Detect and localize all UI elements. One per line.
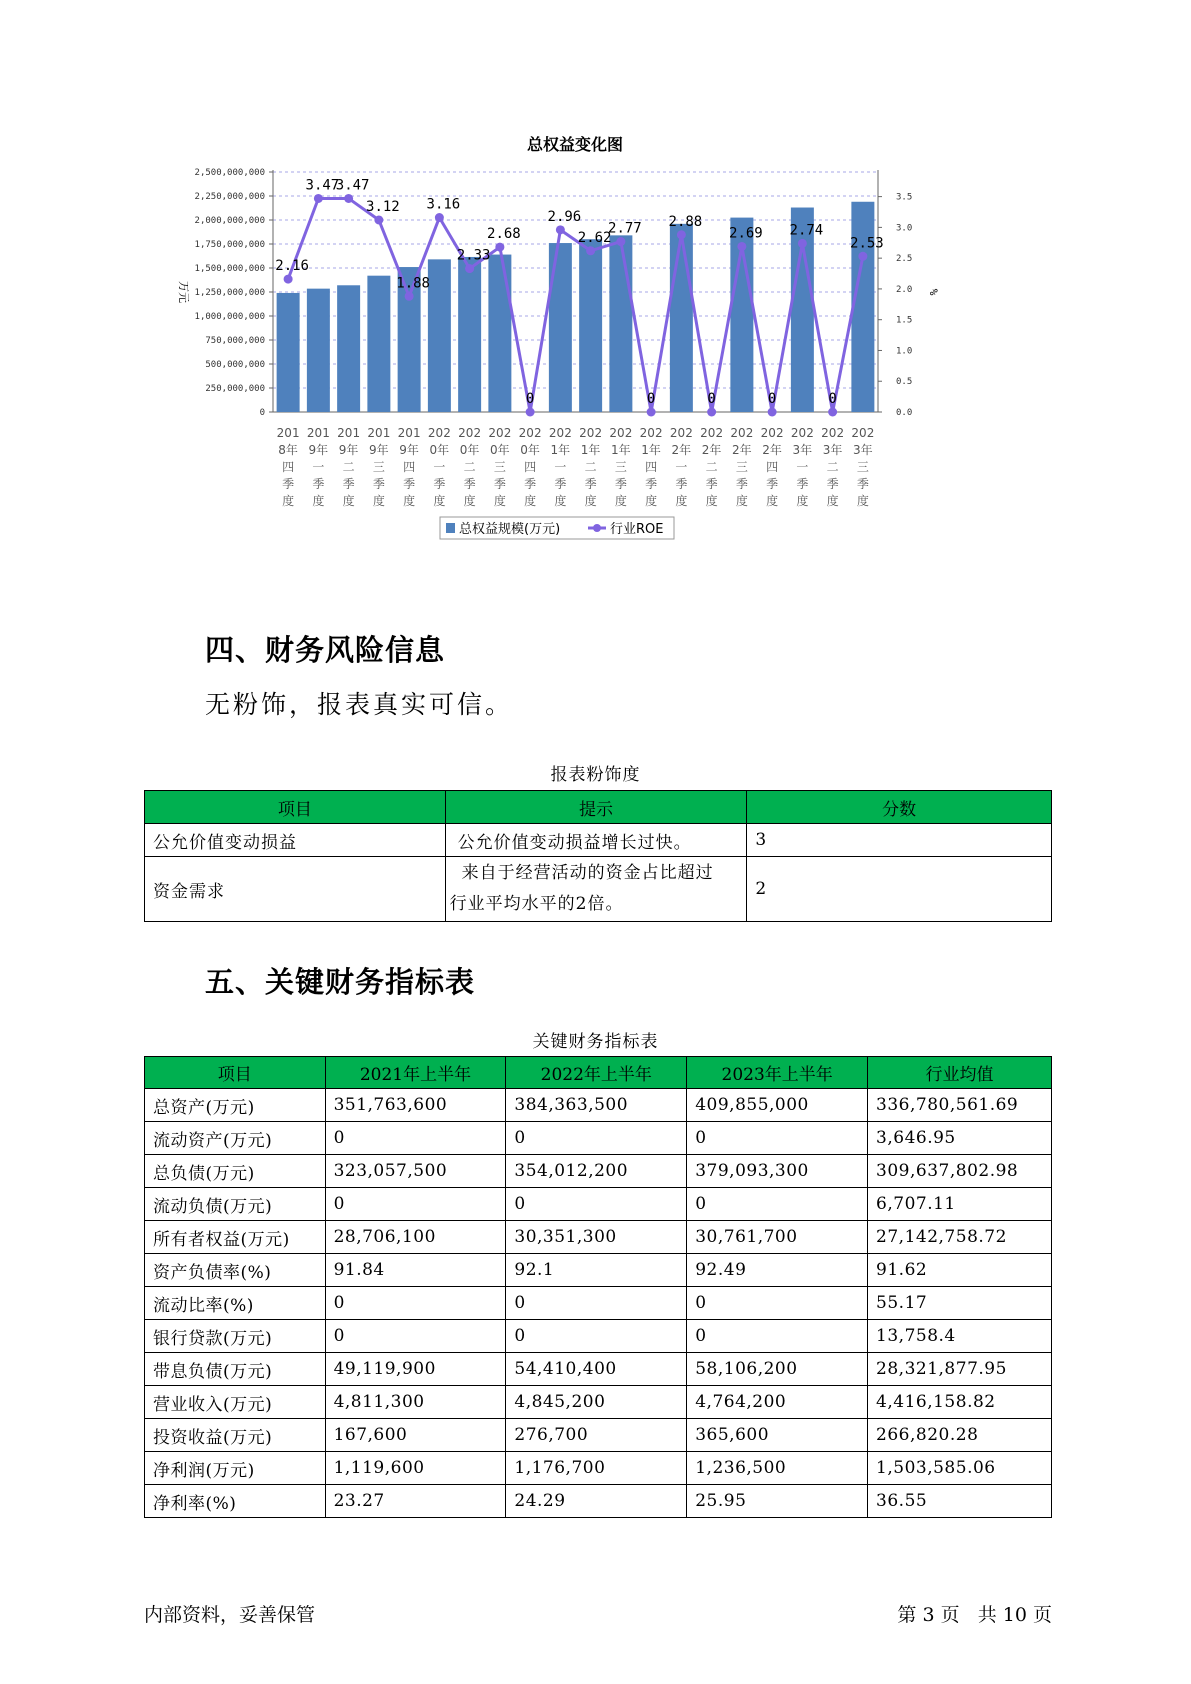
x-tick-label: 202 xyxy=(518,426,542,440)
x-tick-label: 201 xyxy=(276,426,300,440)
x-tick-label: 202 xyxy=(458,426,482,440)
y2-tick-label: 2.0 xyxy=(896,284,913,295)
value-cell: 13,758.4 xyxy=(868,1320,1052,1353)
y2-tick-label: 3.5 xyxy=(896,192,913,203)
row-label-cell: 投资收益(万元) xyxy=(145,1419,326,1452)
x-tick-label: 202 xyxy=(790,426,814,440)
header-cell: 提示 xyxy=(445,791,747,824)
roe-point xyxy=(405,292,414,301)
roe-point xyxy=(495,243,504,252)
roe-point xyxy=(344,194,353,203)
header-cell: 2022年上半年 xyxy=(506,1057,687,1089)
x-tick-label: 201 xyxy=(397,426,421,440)
x-tick-label: 2年 xyxy=(762,443,782,457)
value-cell: 4,845,200 xyxy=(506,1386,687,1419)
row-label-cell: 流动资产(万元) xyxy=(145,1122,326,1155)
roe-data-label: 0 xyxy=(767,391,777,407)
x-tick-label: 2年 xyxy=(732,443,752,457)
value-cell: 4,764,200 xyxy=(687,1386,868,1419)
bar xyxy=(277,293,300,412)
value-cell: 0 xyxy=(687,1320,868,1353)
value-cell: 4,416,158.82 xyxy=(868,1386,1052,1419)
x-tick-label: 季 xyxy=(312,477,325,491)
value-cell: 0 xyxy=(325,1188,506,1221)
roe-data-label: 1.88 xyxy=(396,275,430,292)
x-tick-label: 0年 xyxy=(459,443,480,457)
y-tick-label: 1,000,000,000 xyxy=(194,312,265,322)
y-tick-label: 1,250,000,000 xyxy=(194,288,265,298)
bar xyxy=(367,276,390,412)
x-tick-label: 1年 xyxy=(550,443,571,457)
value-cell: 30,761,700 xyxy=(687,1221,868,1254)
roe-point xyxy=(465,264,474,273)
x-tick-label: 3年 xyxy=(792,443,813,457)
x-tick-label: 三 xyxy=(856,460,869,474)
value-cell: 266,820.28 xyxy=(868,1419,1052,1452)
table-header-row xyxy=(145,791,1052,824)
table-row xyxy=(145,1155,1052,1188)
x-tick-label: 201 xyxy=(306,426,330,440)
roe-point xyxy=(616,237,625,246)
x-tick-label: 二 xyxy=(826,460,839,474)
y-tick-label: 2,500,000,000 xyxy=(194,168,265,178)
roe-data-label: 3.47 xyxy=(335,177,370,194)
value-cell: 0 xyxy=(687,1188,868,1221)
value-cell: 58,106,200 xyxy=(687,1353,868,1386)
x-tick-label: 季 xyxy=(766,477,779,491)
value-cell: 91.62 xyxy=(868,1254,1052,1287)
value-cell: 351,763,600 xyxy=(325,1089,506,1122)
x-tick-label: 一 xyxy=(312,460,325,474)
value-cell: 323,057,500 xyxy=(325,1155,506,1188)
roe-point xyxy=(284,275,293,284)
x-tick-label: 9年 xyxy=(338,443,359,457)
header-cell: 分数 xyxy=(747,791,1052,824)
roe-data-label: 0 xyxy=(525,391,535,407)
table-row xyxy=(145,1254,1052,1287)
x-tick-label: 季 xyxy=(856,477,869,491)
roe-data-label: 2.62 xyxy=(577,229,612,246)
x-tick-label: 度 xyxy=(372,494,385,508)
total-suffix: 页 xyxy=(1032,1604,1052,1626)
y2-tick-label: 0.5 xyxy=(896,377,913,388)
roe-data-label: 2.68 xyxy=(487,226,521,243)
x-tick-label: 201 xyxy=(367,426,391,440)
x-tick-label: 度 xyxy=(493,494,506,508)
bar xyxy=(851,202,874,412)
value-cell: 30,351,300 xyxy=(506,1221,687,1254)
roe-data-label: 2.74 xyxy=(789,222,824,239)
value-cell: 0 xyxy=(506,1287,687,1320)
bar xyxy=(307,289,330,412)
roe-data-label: 3.16 xyxy=(426,196,461,213)
roe-point xyxy=(707,408,716,417)
roe-data-label: 0 xyxy=(828,391,837,407)
header-cell: 项目 xyxy=(145,1057,326,1089)
value-cell: 167,600 xyxy=(325,1419,506,1452)
value-cell: 0 xyxy=(687,1122,868,1155)
value-cell: 276,700 xyxy=(506,1419,687,1452)
x-tick-label: 202 xyxy=(427,426,451,440)
row-label-cell: 净利率(%) xyxy=(145,1485,326,1518)
value-cell: 25.95 xyxy=(687,1485,868,1518)
y-tick-label: 1,500,000,000 xyxy=(194,264,265,274)
x-tick-label: 0年 xyxy=(429,443,450,457)
value-cell: 3,646.95 xyxy=(868,1122,1052,1155)
x-tick-label: 度 xyxy=(675,494,688,508)
x-tick-label: 度 xyxy=(312,494,325,508)
x-tick-label: 一 xyxy=(796,460,809,474)
row-label-cell: 净利润(万元) xyxy=(145,1452,326,1485)
row-label-cell: 银行贷款(万元) xyxy=(145,1320,326,1353)
x-tick-label: 四 xyxy=(766,460,779,474)
value-cell: 336,780,561.69 xyxy=(868,1089,1052,1122)
x-tick-label: 202 xyxy=(579,426,603,440)
value-cell: 6,707.11 xyxy=(868,1188,1052,1221)
x-tick-label: 二 xyxy=(705,460,718,474)
bar xyxy=(458,257,481,412)
x-tick-label: 季 xyxy=(524,477,537,491)
hint-line: 来自于经营活动的资金占比超过 xyxy=(461,863,714,883)
value-cell: 354,012,200 xyxy=(506,1155,687,1188)
x-tick-label: 三 xyxy=(614,460,627,474)
y-tick-label: 2,250,000,000 xyxy=(194,192,265,202)
total-num: 10 xyxy=(1002,1604,1027,1626)
x-tick-label: 二 xyxy=(342,460,355,474)
row-label-cell: 资产负债率(%) xyxy=(145,1254,326,1287)
table-row xyxy=(145,824,1052,857)
x-tick-label: 度 xyxy=(766,494,779,508)
y-tick-label: 1,750,000,000 xyxy=(194,240,265,250)
value-cell: 379,093,300 xyxy=(687,1155,868,1188)
y-tick-label: 750,000,000 xyxy=(205,336,265,346)
value-cell: 36.55 xyxy=(868,1485,1052,1518)
row-label-cell: 总资产(万元) xyxy=(145,1089,326,1122)
value-cell: 4,811,300 xyxy=(325,1386,506,1419)
table-row xyxy=(145,1353,1052,1386)
header-cell: 行业均值 xyxy=(868,1057,1052,1089)
section4-title: 四、财务风险信息 xyxy=(205,633,446,667)
x-tick-label: 201 xyxy=(337,426,361,440)
equity-chart xyxy=(170,130,1010,590)
x-tick-label: 9年 xyxy=(399,443,419,457)
table-row xyxy=(145,1320,1052,1353)
bar xyxy=(428,259,451,412)
x-tick-label: 度 xyxy=(614,494,627,508)
x-tick-label: 0年 xyxy=(520,443,540,457)
roe-point xyxy=(677,230,686,239)
table-row xyxy=(145,1221,1052,1254)
roe-data-label: 2.96 xyxy=(547,208,582,225)
hint-line: 行业平均水平的2倍。 xyxy=(449,894,624,914)
x-tick-label: 季 xyxy=(342,477,355,491)
y2-axis-label: % xyxy=(927,288,940,296)
x-tick-label: 202 xyxy=(851,426,875,440)
y2-tick-label: 1.0 xyxy=(896,346,913,357)
y2-tick-label: 0.0 xyxy=(896,408,913,418)
x-tick-label: 季 xyxy=(463,477,476,491)
roe-point xyxy=(768,408,777,417)
table-row xyxy=(145,857,1052,922)
roe-point xyxy=(314,194,323,203)
value-cell: 55.17 xyxy=(868,1287,1052,1320)
header-cell: 2023年上半年 xyxy=(687,1057,868,1089)
value-cell: 92.1 xyxy=(506,1254,687,1287)
x-tick-label: 度 xyxy=(584,494,597,508)
table-row xyxy=(145,1122,1052,1155)
header-cell: 2021年上半年 xyxy=(325,1057,506,1089)
value-cell: 1,176,700 xyxy=(506,1452,687,1485)
bar xyxy=(549,243,572,412)
page-number xyxy=(897,1600,1052,1627)
x-tick-label: 9年 xyxy=(308,443,329,457)
page-mid: 页 xyxy=(940,1604,960,1626)
x-tick-label: 季 xyxy=(735,477,748,491)
y2-tick-label: 3.0 xyxy=(896,223,913,234)
x-tick-label: 3年 xyxy=(822,443,843,457)
x-tick-label: 202 xyxy=(700,426,724,440)
roe-data-label: 2.88 xyxy=(668,213,703,230)
kpi-table xyxy=(144,1056,1052,1518)
x-tick-label: 9年 xyxy=(369,443,389,457)
x-tick-label: 度 xyxy=(645,494,658,508)
x-tick-label: 202 xyxy=(760,426,784,440)
x-tick-label: 度 xyxy=(342,494,355,508)
score-cell: 3 xyxy=(747,824,1052,857)
x-tick-label: 202 xyxy=(609,426,633,440)
roe-point xyxy=(828,408,837,417)
row-label-cell: 总负债(万元) xyxy=(145,1155,326,1188)
x-tick-label: 度 xyxy=(524,494,537,508)
roe-point xyxy=(374,216,383,225)
table-row xyxy=(145,1188,1052,1221)
section5-title: 五、关键财务指标表 xyxy=(205,965,476,999)
kpi-table-caption: 关键财务指标表 xyxy=(532,1032,659,1052)
x-tick-label: 四 xyxy=(645,460,658,474)
x-tick-label: 度 xyxy=(433,494,446,508)
bar xyxy=(579,239,602,412)
x-tick-label: 0年 xyxy=(490,443,510,457)
x-tick-label: 一 xyxy=(433,460,446,474)
x-tick-label: 202 xyxy=(821,426,845,440)
x-tick-label: 季 xyxy=(826,477,839,491)
x-tick-label: 1年 xyxy=(641,443,661,457)
value-cell: 49,119,900 xyxy=(325,1353,506,1386)
x-tick-label: 季 xyxy=(403,477,416,491)
row-label-cell: 流动比率(%) xyxy=(145,1287,326,1320)
bar xyxy=(488,255,511,412)
x-tick-label: 季 xyxy=(433,477,446,491)
roe-point xyxy=(858,252,867,261)
value-cell: 24.29 xyxy=(506,1485,687,1518)
x-tick-label: 季 xyxy=(282,477,295,491)
x-tick-label: 度 xyxy=(735,494,748,508)
x-tick-label: 三 xyxy=(372,460,385,474)
x-tick-label: 度 xyxy=(463,494,476,508)
table-row xyxy=(145,1089,1052,1122)
item-cell: 公允价值变动损益 xyxy=(145,824,446,857)
value-cell: 309,637,802.98 xyxy=(868,1155,1052,1188)
bar xyxy=(670,224,693,412)
x-tick-label: 202 xyxy=(488,426,512,440)
risk-table xyxy=(144,790,1052,922)
roe-data-label: 2.77 xyxy=(608,220,642,237)
value-cell: 0 xyxy=(325,1320,506,1353)
section4-summary: 无粉饰，报表真实可信。 xyxy=(205,690,514,719)
page-num: 3 xyxy=(922,1604,935,1626)
y-tick-label: 500,000,000 xyxy=(205,360,265,370)
hint-cell xyxy=(445,857,747,922)
x-tick-label: 一 xyxy=(554,460,567,474)
hint-cell: 公允价值变动损益增长过快。 xyxy=(445,824,747,857)
total-prefix: 共 xyxy=(977,1604,997,1626)
value-cell: 1,119,600 xyxy=(325,1452,506,1485)
roe-data-label: 0 xyxy=(646,391,656,407)
legend-swatch-bar xyxy=(446,523,455,533)
x-tick-label: 3年 xyxy=(853,443,873,457)
value-cell: 28,706,100 xyxy=(325,1221,506,1254)
x-tick-label: 四 xyxy=(403,460,416,474)
row-label-cell: 所有者权益(万元) xyxy=(145,1221,326,1254)
x-tick-label: 季 xyxy=(796,477,809,491)
value-cell: 365,600 xyxy=(687,1419,868,1452)
x-tick-label: 季 xyxy=(614,477,627,491)
value-cell: 27,142,758.72 xyxy=(868,1221,1052,1254)
roe-data-label: 0 xyxy=(707,391,716,407)
roe-data-label: 2.53 xyxy=(850,235,884,252)
x-tick-label: 度 xyxy=(403,494,416,508)
x-tick-label: 季 xyxy=(675,477,688,491)
roe-point xyxy=(435,213,444,222)
x-tick-label: 度 xyxy=(826,494,839,508)
roe-data-label: 2.33 xyxy=(456,247,491,264)
value-cell: 0 xyxy=(325,1287,506,1320)
x-tick-label: 8年 xyxy=(278,443,298,457)
table-row xyxy=(145,1485,1052,1518)
x-tick-label: 二 xyxy=(463,460,476,474)
header-cell: 项目 xyxy=(145,791,446,824)
roe-point xyxy=(737,242,746,251)
x-tick-label: 1年 xyxy=(580,443,601,457)
x-tick-label: 度 xyxy=(554,494,567,508)
x-tick-label: 季 xyxy=(645,477,658,491)
table-row xyxy=(145,1386,1052,1419)
y-tick-label: 2,000,000,000 xyxy=(194,216,265,226)
roe-point xyxy=(647,408,656,417)
legend-swatch-dot xyxy=(593,524,601,532)
value-cell: 409,855,000 xyxy=(687,1089,868,1122)
x-tick-label: 一 xyxy=(675,460,688,474)
row-label-cell: 带息负债(万元) xyxy=(145,1353,326,1386)
x-tick-label: 四 xyxy=(282,460,295,474)
risk-table-caption: 报表粉饰度 xyxy=(550,765,641,785)
y-tick-label: 250,000,000 xyxy=(205,384,265,394)
value-cell: 92.49 xyxy=(687,1254,868,1287)
value-cell: 1,503,585.06 xyxy=(868,1452,1052,1485)
table-row xyxy=(145,1287,1052,1320)
x-tick-label: 季 xyxy=(493,477,506,491)
y-tick-label: 0 xyxy=(259,408,265,418)
x-tick-label: 202 xyxy=(639,426,663,440)
roe-point xyxy=(556,225,565,234)
value-cell: 1,236,500 xyxy=(687,1452,868,1485)
x-tick-label: 度 xyxy=(705,494,718,508)
value-cell: 91.84 xyxy=(325,1254,506,1287)
value-cell: 54,410,400 xyxy=(506,1353,687,1386)
x-tick-label: 202 xyxy=(730,426,754,440)
bar xyxy=(337,285,360,412)
legend-label: 行业ROE xyxy=(610,522,664,537)
row-label-cell: 流动负债(万元) xyxy=(145,1188,326,1221)
x-tick-label: 202 xyxy=(669,426,693,440)
value-cell: 28,321,877.95 xyxy=(868,1353,1052,1386)
y2-tick-label: 1.5 xyxy=(896,315,913,326)
x-tick-label: 度 xyxy=(796,494,809,508)
y-axis-label: 万元 xyxy=(177,281,190,303)
bar xyxy=(609,235,632,412)
table-row xyxy=(145,1452,1052,1485)
y2-tick-label: 2.5 xyxy=(896,254,913,265)
footer-note: 内部资料，妥善保管 xyxy=(144,1604,316,1626)
x-tick-label: 四 xyxy=(524,460,537,474)
x-tick-label: 2年 xyxy=(701,443,722,457)
chart-title: 总权益变化图 xyxy=(526,135,624,154)
roe-data-label: 3.47 xyxy=(305,177,340,194)
value-cell: 0 xyxy=(506,1188,687,1221)
roe-point xyxy=(586,246,595,255)
x-tick-label: 度 xyxy=(282,494,295,508)
table-header-row xyxy=(145,1057,1052,1089)
x-tick-label: 季 xyxy=(584,477,597,491)
roe-point xyxy=(526,408,535,417)
page-prefix: 第 xyxy=(897,1604,917,1626)
score-cell: 2 xyxy=(747,857,1052,922)
roe-data-label: 2.16 xyxy=(275,258,309,275)
value-cell: 0 xyxy=(506,1122,687,1155)
x-tick-label: 三 xyxy=(735,460,748,474)
value-cell: 0 xyxy=(687,1287,868,1320)
x-tick-label: 季 xyxy=(372,477,385,491)
item-cell: 资金需求 xyxy=(145,857,446,922)
x-tick-label: 度 xyxy=(856,494,869,508)
roe-data-label: 3.12 xyxy=(366,199,400,215)
value-cell: 0 xyxy=(506,1320,687,1353)
roe-data-label: 2.69 xyxy=(729,225,763,242)
x-tick-label: 1年 xyxy=(611,443,631,457)
row-label-cell: 营业收入(万元) xyxy=(145,1386,326,1419)
value-cell: 384,363,500 xyxy=(506,1089,687,1122)
x-tick-label: 202 xyxy=(548,426,572,440)
table-row xyxy=(145,1419,1052,1452)
x-tick-label: 二 xyxy=(584,460,597,474)
value-cell: 0 xyxy=(325,1122,506,1155)
x-tick-label: 三 xyxy=(493,460,506,474)
x-tick-label: 季 xyxy=(705,477,718,491)
x-tick-label: 季 xyxy=(554,477,567,491)
x-tick-label: 2年 xyxy=(671,443,692,457)
legend-label: 总权益规模(万元) xyxy=(459,522,561,537)
roe-point xyxy=(798,239,807,248)
value-cell: 23.27 xyxy=(325,1485,506,1518)
